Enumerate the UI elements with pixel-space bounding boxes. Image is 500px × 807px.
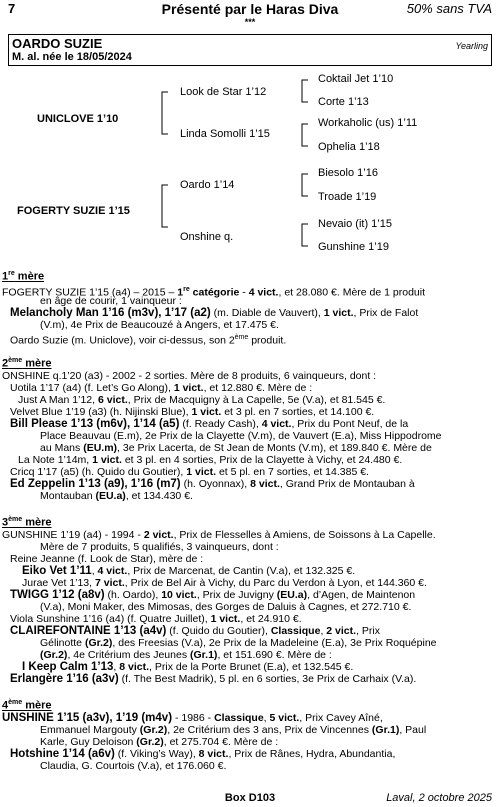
s3-line-9: CLAIREFONTAINE 1’13 (a4v) (f. Quido du Goutier), Classique, 2 vict., Prix	[10, 625, 380, 637]
bracket-dam	[162, 185, 168, 227]
s1-line-1: FOGERTY SUZIE 1’15 (a4) – 2015 – 1re catégorie - 4 vict., et 28.080 €. Mère de 1 produit	[2, 286, 425, 299]
s2-line-3: Just A Man 1’12, 6 vict., Prix de Macquigny à La Capelle, 5e (V.a), et 81.545 €.	[18, 394, 386, 406]
s3-line-1: GUNSHINE 1’19 (a4) - 1994 - 2 vict., Prix de Flesselles à Amiens, de Soissons à La Capelle.	[2, 529, 436, 541]
bracket-sire-dam	[302, 124, 308, 146]
s2-line-5: Bill Please 1’13 (m6v), 1’14 (a5) (f. Ready Cash), 4 vict., Prix du Pont Neuf, de la	[10, 418, 409, 430]
section-title-4: 4ème mère	[2, 699, 52, 712]
bracket-dam-sire	[302, 174, 308, 196]
s2-line-8: La Note 1’14m, 1 vict. et 3 pl. en 4 sorties, Prix de la Clayette à Vichy, et 24.480 €.	[18, 454, 403, 466]
s2-line-4: Velvet Blue 1’19 (a3) (h. Nijinski Blue), 1 vict. et 3 pl. en 7 sorties, et 14.100 €.	[10, 406, 375, 418]
pedigree-g3: Workaholic (us) 1’11	[318, 117, 418, 129]
s2-line-9: Cricq 1’17 (a5) (h. Quido du Goutier), 1 vict. et 5 pl. en 7 sorties, et 14.385 €.	[10, 466, 369, 478]
section-title-3: 3ème mère	[2, 516, 52, 529]
s2-line-7: au Mans (EU.m), 3e Prix Lacerta, de St Jean de Monts (V.m), et 189.840 €. Mère de	[40, 442, 432, 454]
horse-birth: M. al. née le 18/05/2024	[12, 51, 132, 63]
s3-line-12: I Keep Calm 1’13, 8 vict., Prix de la Porte Brunet (E.a), et 132.545 €.	[22, 661, 354, 673]
s4-line-3: Karle, Guy Deloison (Gr.2), et 275.704 €. Mère de :	[40, 736, 279, 748]
s2-line-11: Montauban (EU.a), et 134.430 €.	[40, 490, 193, 502]
s3-line-13: Erlangère 1’16 (a3v) (f. The Best Madrik), 5 pl. en 6 sorties, 3e Prix de Carhaix (V.a).	[10, 673, 417, 685]
s2-line-1: ONSHINE q.1’20 (a3) - 2002 - 2 sorties. Mère de 8 produits, 6 vainqueurs, dont :	[2, 370, 377, 382]
s3-line-7: (V.a), Moni Maker, des Mimosas, des Gorges de Daluis à Cagnes, et 272.710 €.	[40, 601, 412, 613]
pedigree-dam-sire: Oardo 1’14	[180, 179, 235, 191]
horse-name: OARDO SUZIE	[12, 36, 103, 51]
pedigree-sire: UNICLOVE 1’10	[37, 113, 119, 125]
title-stars: ***	[244, 17, 256, 27]
s3-line-6: TWIGG 1’12 (a8v) (h. Oardo), 10 vict., Prix de Juvigny (EU.a), d’Agen, de Maintenon	[10, 589, 416, 601]
pedigree-g5: Biesolo 1’16	[318, 167, 378, 179]
horse-year-label: Yearling	[455, 41, 488, 51]
pedigree-g7: Nevaio (it) 1’15	[318, 218, 392, 230]
s4-line-1: UNSHINE 1’15 (a3v), 1’19 (m4v) - 1986 - Classique, 5 vict., Prix Cavey Aîné,	[2, 712, 383, 724]
s3-line-4: Eiko Vet 1’11, 4 vict., Prix de Marcenat, de Cantin (V.a), et 132.325 €.	[22, 565, 356, 577]
pedigree-dam: FOGERTY SUZIE 1’15	[17, 205, 130, 217]
s2-line-10: Ed Zeppelin 1’13 (a9), 1’16 (m7) (h. Oyonnax), 8 vict., Grand Prix de Montauban à	[10, 478, 415, 490]
lot-number: 7	[8, 1, 16, 16]
s4-line-4: Hotshine 1’14 (a6v) (f. Viking’s Way), 8 vict., Prix de Rânes, Hydra, Abundantia,	[10, 748, 396, 760]
bracket-sire-sire	[302, 80, 308, 102]
s3-line-10: Gélinotte (Gr.2), des Freesias (V.a), 2e Prix de la Madeleine (E.a), 3e Prix Roquépine	[40, 637, 437, 649]
s2-line-2: Uotila 1’17 (a4) (f. Let’s Go Along), 1 vict., et 12.880 €. Mère de :	[10, 382, 313, 394]
pedigree-g6: Troade 1’19	[318, 191, 377, 203]
s2-line-6: Place Beauvau (E.m), 2e Prix de la Clayette (V.m), de Vauvert (E.a), Miss Hippodrome	[40, 430, 442, 442]
s3-line-5: Jurae Vet 1’13, 7 vict., Prix de Bel Air à Vichy, du Parc du Verdon à Lyon, et 144.360 €.	[22, 577, 427, 589]
bracket-dam-dam	[302, 224, 308, 246]
footer-date: Laval, 2 octobre 2025	[386, 792, 492, 804]
section-title-1: 1re mère	[2, 270, 45, 283]
pedigree-g1: Coktail Jet 1’10	[318, 73, 394, 85]
box-label: Box D103	[224, 792, 276, 804]
s4-line-5: Claudia, G. Courtois (V.a), et 176.060 €.	[40, 760, 227, 772]
pedigree-g2: Corte 1’13	[318, 96, 369, 108]
s3-line-2: Mère de 7 produits, 5 qualifiés, 3 vainqueurs, dont :	[40, 541, 279, 553]
pedigree-dam-dam: Onshine q.	[180, 231, 234, 243]
s1-line-3: Melancholy Man 1’16 (m3v), 1’17 (a2) (m. Diable de Vauvert), 1 vict., Prix de Falot	[10, 307, 419, 319]
pedigree-g8: Gunshine 1’19	[318, 241, 389, 253]
tva-label: 50% sans TVA	[406, 1, 492, 16]
section-title-2: 2ème mère	[2, 357, 52, 370]
s1-line-5: Oardo Suzie (m. Uniclove), voir ci-dessus, son 2ème produit.	[10, 334, 287, 347]
s1-line-4: (V.m), 4e Prix de Beaucouzé à Angers, et 17.475 €.	[40, 319, 279, 331]
s4-line-2: Emmanuel Margouty (Gr.2), 2e Critérium des 3 ans, Prix de Vincennes (Gr.1), Paul	[40, 724, 427, 736]
bracket-sire	[162, 92, 168, 134]
s3-line-8: Viola Sunshine 1’16 (a4) (f. Quatre Juillet), 1 vict., et 24.910 €.	[10, 613, 302, 625]
pedigree-sire-dam: Linda Somolli 1’15	[180, 128, 270, 140]
pedigree-g4: Ophelia 1’18	[318, 141, 380, 153]
pedigree-sire-sire: Look de Star 1’12	[180, 86, 267, 98]
s3-line-11: (Gr.2), 4e Critérium des Jeunes (Gr.1), et 151.690 €. Mère de :	[40, 649, 332, 661]
s1-line-2: en âge de courir, 1 vainqueur :	[40, 295, 182, 307]
s3-line-3: Reine Jeanne (f. Look de Star), mère de :	[10, 553, 204, 565]
page-title: Présenté par le Haras Diva	[161, 1, 339, 17]
